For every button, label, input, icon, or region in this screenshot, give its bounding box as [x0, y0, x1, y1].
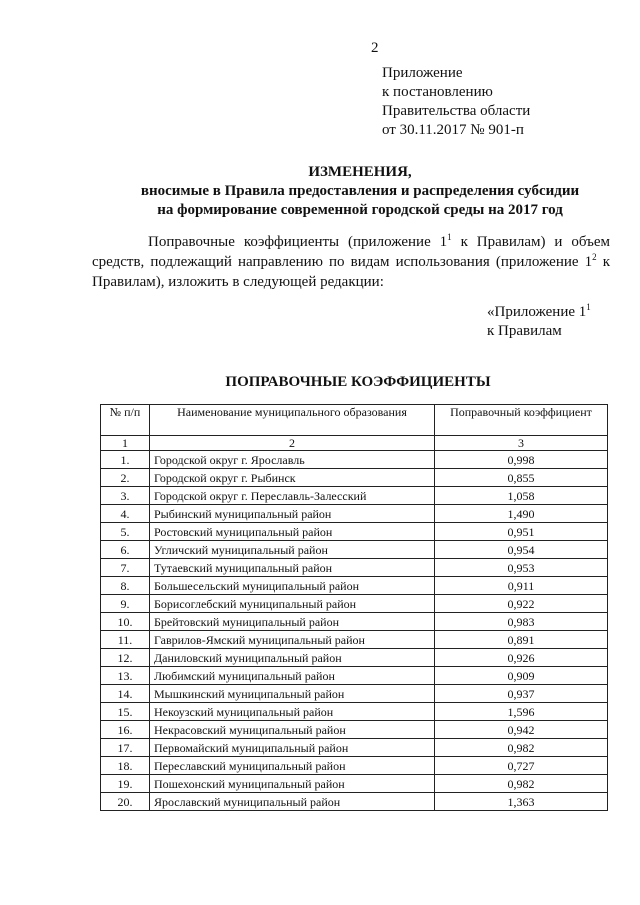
row-coefficient: 0,982 — [435, 775, 608, 793]
table-row — [101, 649, 608, 667]
row-municipality: Борисоглебский муниципальный район — [150, 595, 435, 613]
table-row — [101, 559, 608, 577]
header-number: № п/п — [101, 405, 150, 436]
table-body — [101, 451, 608, 811]
row-number: 8. — [101, 577, 150, 595]
paragraph-text-2: к Правилам) и объем средств, подлежащий направлению по видам использования (приложение 1 — [92, 234, 610, 270]
row-number: 5. — [101, 523, 150, 541]
row-number: 15. — [101, 703, 150, 721]
row-number: 4. — [101, 505, 150, 523]
appendix-line: Приложение — [382, 65, 463, 81]
table-row — [101, 739, 608, 757]
row-coefficient: 1,490 — [435, 505, 608, 523]
row-number: 6. — [101, 541, 150, 559]
table-row — [101, 721, 608, 739]
row-municipality: Городской округ г. Рыбинск — [150, 469, 435, 487]
row-coefficient: 0,891 — [435, 631, 608, 649]
table-row — [101, 757, 608, 775]
row-number: 2. — [101, 469, 150, 487]
heading-title: ИЗМЕНЕНИЯ, — [308, 164, 412, 180]
row-municipality: Мышкинский муниципальный район — [150, 685, 435, 703]
index-cell: 3 — [435, 436, 608, 451]
row-number: 20. — [101, 793, 150, 811]
appendix-line: Правительства области — [382, 103, 531, 119]
row-municipality: Пошехонский муниципальный район — [150, 775, 435, 793]
table-row — [101, 595, 608, 613]
superscript: 2 — [592, 252, 597, 262]
table-row — [101, 577, 608, 595]
paragraph-text-1: Поправочные коэффициенты (приложение 1 — [148, 234, 448, 250]
row-municipality: Первомайский муниципальный район — [150, 739, 435, 757]
row-municipality: Некрасовский муниципальный район — [150, 721, 435, 739]
table-row — [101, 505, 608, 523]
annex-label — [487, 303, 591, 341]
row-municipality: Даниловский муниципальный район — [150, 649, 435, 667]
row-number: 11. — [101, 631, 150, 649]
row-municipality: Переславский муниципальный район — [150, 757, 435, 775]
annex-label-line2: к Правилам — [487, 323, 562, 339]
table-row — [101, 793, 608, 811]
table-row — [101, 685, 608, 703]
row-municipality: Любимский муниципальный район — [150, 667, 435, 685]
heading-subtitle-1: вносимые в Правила предоставления и распределения субсидии — [140, 183, 580, 199]
appendix-line: к постановлению — [382, 84, 493, 100]
document-heading — [0, 163, 640, 220]
row-municipality: Гаврилов-Ямский муниципальный район — [150, 631, 435, 649]
row-number: 18. — [101, 757, 150, 775]
superscript: 1 — [586, 302, 591, 312]
row-coefficient: 0,937 — [435, 685, 608, 703]
row-number: 16. — [101, 721, 150, 739]
appendix-reference — [382, 64, 530, 140]
row-number: 13. — [101, 667, 150, 685]
row-coefficient: 0,926 — [435, 649, 608, 667]
table-row — [101, 667, 608, 685]
header-name: Наименование муниципального образования — [150, 405, 435, 436]
row-number: 14. — [101, 685, 150, 703]
row-coefficient: 0,942 — [435, 721, 608, 739]
index-cell: 2 — [150, 436, 435, 451]
page-number: 2 — [371, 40, 379, 56]
row-municipality: Городской округ г. Ярославль — [150, 451, 435, 469]
row-coefficient: 0,909 — [435, 667, 608, 685]
row-coefficient: 0,911 — [435, 577, 608, 595]
annex-label-line1: «Приложение 1 — [487, 304, 587, 320]
row-coefficient: 0,855 — [435, 469, 608, 487]
row-municipality: Некоузский муниципальный район — [150, 703, 435, 721]
body-paragraph — [92, 232, 610, 292]
index-cell: 1 — [101, 436, 150, 451]
table-row — [101, 541, 608, 559]
row-coefficient: 0,953 — [435, 559, 608, 577]
row-number: 19. — [101, 775, 150, 793]
heading-subtitle-2: на формирование современной городской среды на 2017 год — [157, 202, 563, 218]
row-coefficient: 0,983 — [435, 613, 608, 631]
paragraph-text-3: к Правилам), изложить в следующей редакции: — [92, 254, 610, 290]
coefficients-table — [100, 404, 608, 811]
table-row — [101, 469, 608, 487]
row-coefficient: 1,058 — [435, 487, 608, 505]
table-row — [101, 631, 608, 649]
row-number: 1. — [101, 451, 150, 469]
row-coefficient: 0,951 — [435, 523, 608, 541]
table-row — [101, 703, 608, 721]
row-municipality: Городской округ г. Переславль-Залесский — [150, 487, 435, 505]
table-row — [101, 523, 608, 541]
row-number: 10. — [101, 613, 150, 631]
row-municipality: Тутаевский муниципальный район — [150, 559, 435, 577]
table-row — [101, 775, 608, 793]
table-row — [101, 613, 608, 631]
row-municipality: Ярославский муниципальный район — [150, 793, 435, 811]
row-coefficient: 0,998 — [435, 451, 608, 469]
table-header-row — [101, 405, 608, 436]
row-coefficient: 0,727 — [435, 757, 608, 775]
row-number: 9. — [101, 595, 150, 613]
row-coefficient: 0,982 — [435, 739, 608, 757]
row-municipality: Брейтовский муниципальный район — [150, 613, 435, 631]
row-coefficient: 1,363 — [435, 793, 608, 811]
superscript: 1 — [447, 232, 452, 242]
row-number: 7. — [101, 559, 150, 577]
table-row — [101, 487, 608, 505]
table-index-row — [101, 436, 608, 451]
row-coefficient: 0,954 — [435, 541, 608, 559]
row-number: 17. — [101, 739, 150, 757]
header-coefficient: Поправочный коэффициент — [435, 405, 608, 436]
table-row — [101, 451, 608, 469]
row-municipality: Угличский муниципальный район — [150, 541, 435, 559]
row-municipality: Ростовский муниципальный район — [150, 523, 435, 541]
row-municipality: Рыбинский муниципальный район — [150, 505, 435, 523]
row-municipality: Большесельский муниципальный район — [150, 577, 435, 595]
row-number: 3. — [101, 487, 150, 505]
row-number: 12. — [101, 649, 150, 667]
table-title: ПОПРАВОЧНЫЕ КОЭФФИЦИЕНТЫ — [225, 374, 491, 390]
appendix-line: от 30.11.2017 № 901-п — [382, 122, 524, 138]
row-coefficient: 0,922 — [435, 595, 608, 613]
row-coefficient: 1,596 — [435, 703, 608, 721]
